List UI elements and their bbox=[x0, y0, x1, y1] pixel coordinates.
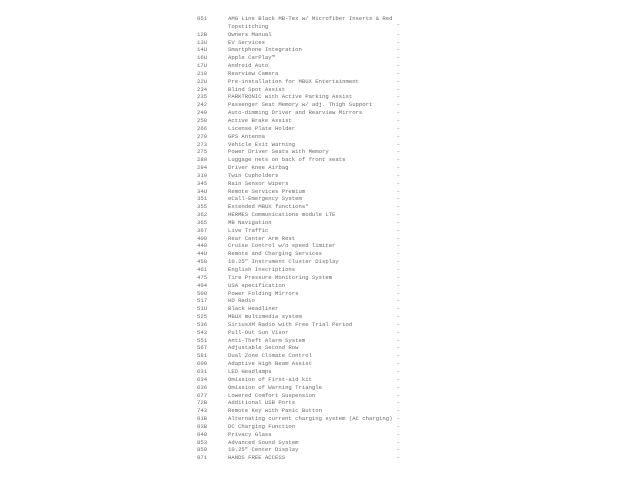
option-description: Additional USB Ports bbox=[228, 399, 296, 407]
option-row bbox=[197, 360, 407, 368]
option-code: 440 bbox=[197, 242, 208, 250]
option-code: 218 bbox=[197, 69, 208, 77]
option-description: Black Headliner bbox=[228, 305, 279, 313]
option-price: – bbox=[396, 179, 400, 187]
option-description: Remote and Charging Services bbox=[228, 250, 322, 258]
option-description: Auto-dimming Driver and Rearview Mirrors bbox=[228, 109, 363, 117]
option-row bbox=[197, 133, 407, 141]
option-code: 12B bbox=[197, 30, 208, 38]
option-row bbox=[197, 352, 407, 360]
option-code: 677 bbox=[197, 391, 208, 399]
option-code: 235 bbox=[197, 93, 208, 101]
option-description: EV Services bbox=[228, 38, 265, 46]
option-price: – bbox=[396, 438, 400, 446]
option-row bbox=[197, 446, 407, 454]
option-row bbox=[197, 46, 407, 54]
option-price: – bbox=[396, 101, 400, 109]
option-code: 494 bbox=[197, 281, 208, 289]
option-price: – bbox=[396, 46, 400, 54]
option-description: Apple CarPlay™ bbox=[228, 54, 275, 62]
option-code: 743 bbox=[197, 407, 208, 415]
option-description: Passenger Seat Memory w/ adj. Thigh Support bbox=[228, 101, 373, 109]
option-description: Blind Spot Assist bbox=[228, 85, 286, 93]
option-price: – bbox=[396, 54, 400, 62]
option-code: 365 bbox=[197, 218, 208, 226]
option-description: Rain Sensor Wipers bbox=[228, 179, 289, 187]
option-row bbox=[197, 101, 407, 109]
option-row bbox=[197, 258, 407, 266]
option-price: – bbox=[396, 69, 400, 77]
option-row bbox=[197, 62, 407, 70]
option-row bbox=[197, 329, 407, 337]
option-price: – bbox=[396, 273, 400, 281]
option-price: – bbox=[396, 407, 400, 415]
option-code: 500 bbox=[197, 289, 208, 297]
option-description: GPS Antenna bbox=[228, 132, 265, 140]
option-price: – bbox=[396, 140, 400, 148]
option-row bbox=[197, 266, 407, 274]
option-description: English Inscriptions bbox=[228, 266, 296, 273]
option-description: Driver Knee Airbag bbox=[228, 164, 289, 172]
option-code: 16U bbox=[197, 54, 208, 62]
option-row bbox=[197, 415, 407, 423]
option-code: 72B bbox=[197, 399, 208, 407]
option-description: HANDS FREE ACCESS bbox=[228, 454, 286, 462]
option-row bbox=[197, 117, 407, 125]
option-row bbox=[197, 407, 407, 415]
option-price: – bbox=[396, 422, 400, 430]
vehicle-options-list bbox=[197, 15, 407, 462]
option-code: 351 bbox=[197, 195, 208, 203]
option-row bbox=[197, 203, 407, 211]
option-row bbox=[197, 337, 407, 345]
option-code: 234 bbox=[197, 85, 208, 93]
option-code: 631 bbox=[197, 367, 208, 375]
option-price: – bbox=[396, 391, 400, 399]
option-code: 871 bbox=[197, 454, 208, 462]
option-price: – bbox=[396, 399, 400, 407]
option-price: – bbox=[396, 305, 400, 313]
option-price: – bbox=[396, 132, 400, 140]
option-row bbox=[197, 242, 407, 250]
option-row bbox=[197, 93, 407, 101]
option-row bbox=[197, 211, 407, 219]
option-price: – bbox=[396, 164, 400, 172]
option-code: 367 bbox=[197, 226, 208, 234]
option-code: 517 bbox=[197, 297, 208, 305]
option-code: 851 bbox=[197, 15, 208, 22]
option-code: 345 bbox=[197, 179, 208, 187]
option-row bbox=[197, 148, 407, 156]
option-code: 567 bbox=[197, 344, 208, 352]
option-code: 355 bbox=[197, 203, 208, 211]
option-code: 609 bbox=[197, 360, 208, 368]
option-row bbox=[197, 290, 407, 298]
option-row bbox=[197, 125, 407, 133]
option-code: 634 bbox=[197, 375, 208, 383]
option-code: 81B bbox=[197, 415, 208, 423]
option-description: Owners Manual bbox=[228, 30, 272, 38]
option-row bbox=[197, 219, 407, 227]
option-row bbox=[197, 384, 407, 392]
option-price: – bbox=[396, 234, 400, 242]
option-row bbox=[197, 109, 407, 117]
option-row bbox=[197, 368, 407, 376]
option-price: – bbox=[396, 266, 400, 273]
option-row bbox=[197, 54, 407, 62]
option-row bbox=[197, 227, 407, 235]
option-description: Adjustable Second Row bbox=[228, 344, 299, 352]
option-row bbox=[197, 70, 407, 78]
option-price: – bbox=[396, 203, 400, 211]
option-description: Alternating current charging system (AC charging) bbox=[228, 415, 393, 423]
option-price: – bbox=[396, 289, 400, 297]
option-price: – bbox=[396, 77, 400, 85]
option-row bbox=[197, 164, 407, 172]
option-code: 249 bbox=[197, 109, 208, 117]
option-description: Adaptive High Beam Assist bbox=[228, 360, 312, 368]
option-description: PARKTRONIC with Active Parking Assist bbox=[228, 93, 353, 101]
option-price: – bbox=[396, 109, 400, 117]
option-description: Tire Pressure Monitoring System bbox=[228, 273, 333, 281]
option-row bbox=[197, 423, 407, 431]
option-row bbox=[197, 376, 407, 384]
option-price: – bbox=[396, 352, 400, 360]
option-row bbox=[197, 274, 407, 282]
option-code: 853 bbox=[197, 438, 208, 446]
option-description: eCall-Emergency System bbox=[228, 195, 302, 203]
option-price: – bbox=[396, 30, 400, 38]
option-code: 840 bbox=[197, 430, 208, 438]
option-price: – bbox=[396, 367, 400, 375]
option-price: – bbox=[396, 344, 400, 352]
option-description: Power Driver Seats with Memory bbox=[228, 148, 329, 156]
option-code: 83B bbox=[197, 422, 208, 430]
option-description: Rear Center Arm Rest bbox=[228, 234, 296, 242]
option-description: Lowered Comfort Suspension bbox=[228, 391, 316, 399]
option-price: – bbox=[396, 21, 400, 28]
option-description: Active Brake Assist bbox=[228, 116, 292, 124]
option-price: – bbox=[396, 375, 400, 383]
option-description: Smartphone Integration bbox=[228, 46, 302, 54]
option-description: HD Radio bbox=[228, 297, 255, 305]
option-row bbox=[197, 141, 407, 149]
option-code: 270 bbox=[197, 132, 208, 140]
option-price: – bbox=[396, 250, 400, 258]
option-row bbox=[197, 305, 407, 313]
option-code: 461 bbox=[197, 266, 208, 273]
option-description: Privacy Glass bbox=[228, 430, 272, 438]
option-description: LED Headlamps bbox=[228, 367, 272, 375]
option-description: Omission of Warning Triangle bbox=[228, 383, 322, 391]
option-price: – bbox=[396, 195, 400, 203]
option-row bbox=[197, 86, 407, 94]
option-row bbox=[197, 250, 407, 258]
option-description: DC Charging Function bbox=[228, 422, 296, 430]
option-price: – bbox=[396, 313, 400, 321]
option-row bbox=[197, 31, 407, 39]
option-code: 475 bbox=[197, 273, 208, 281]
option-description: Advanced Sound System bbox=[228, 438, 299, 446]
option-price: – bbox=[396, 297, 400, 305]
option-description: Pull-Out Sun Visor bbox=[228, 328, 289, 336]
option-row bbox=[197, 431, 407, 439]
option-code: 242 bbox=[197, 101, 208, 109]
option-price: – bbox=[396, 218, 400, 226]
option-code: 34U bbox=[197, 187, 208, 195]
option-row bbox=[197, 15, 407, 31]
option-row bbox=[197, 188, 407, 196]
option-code: 525 bbox=[197, 313, 208, 321]
option-price: – bbox=[396, 281, 400, 289]
option-code: 636 bbox=[197, 383, 208, 391]
option-price: – bbox=[396, 454, 400, 462]
option-price: – bbox=[396, 148, 400, 156]
option-price: – bbox=[396, 328, 400, 336]
option-description: AMG Line Black MB-Tex w/ Microfiber Inserts & Red Topstitching bbox=[228, 15, 393, 30]
option-description: License Plate Holder bbox=[228, 124, 296, 132]
option-row bbox=[197, 321, 407, 329]
option-description: Rearview Camera bbox=[228, 69, 279, 77]
option-description: MB Navigation bbox=[228, 218, 272, 226]
option-code: 294 bbox=[197, 164, 208, 172]
option-row bbox=[197, 195, 407, 203]
option-code: 362 bbox=[197, 211, 208, 219]
option-description: Omission of First-aid kit bbox=[228, 375, 312, 383]
option-price: – bbox=[396, 446, 400, 454]
option-description: Anti-Theft Alarm System bbox=[228, 336, 306, 344]
option-description: Twin Cupholders bbox=[228, 171, 279, 179]
option-price: – bbox=[396, 62, 400, 70]
option-code: 288 bbox=[197, 156, 208, 164]
option-row bbox=[197, 78, 407, 86]
option-price: – bbox=[396, 226, 400, 234]
option-row bbox=[197, 454, 407, 462]
option-description: MBUX multimedia system bbox=[228, 313, 302, 321]
option-description: Luggage nets on back of front seats bbox=[228, 156, 346, 164]
option-code: 266 bbox=[197, 124, 208, 132]
option-row bbox=[197, 180, 407, 188]
option-price: – bbox=[396, 336, 400, 344]
option-description: Android Auto bbox=[228, 62, 269, 70]
option-price: – bbox=[396, 360, 400, 368]
option-price: – bbox=[396, 187, 400, 195]
option-code: 273 bbox=[197, 140, 208, 148]
option-description: Remote Services Premium bbox=[228, 187, 306, 195]
option-description: 10.25" Center Display bbox=[228, 446, 299, 454]
option-row bbox=[197, 39, 407, 47]
option-price: – bbox=[396, 156, 400, 164]
option-price: – bbox=[396, 93, 400, 101]
option-code: 14U bbox=[197, 46, 208, 54]
option-row bbox=[197, 399, 407, 407]
option-price: – bbox=[396, 430, 400, 438]
option-description: Power Folding Mirrors bbox=[228, 289, 299, 297]
option-description: USA specification bbox=[228, 281, 286, 289]
option-price: – bbox=[396, 38, 400, 46]
option-description: Pre-installation for MBUX Entertainment bbox=[228, 77, 359, 85]
option-row bbox=[197, 172, 407, 180]
option-price: – bbox=[396, 124, 400, 132]
option-code: 22U bbox=[197, 77, 208, 85]
option-price: – bbox=[396, 211, 400, 219]
option-description: Vehicle Exit Warning bbox=[228, 140, 296, 148]
option-row bbox=[197, 392, 407, 400]
option-price: – bbox=[396, 258, 400, 266]
option-price: – bbox=[396, 242, 400, 250]
option-row bbox=[197, 297, 407, 305]
option-price: – bbox=[396, 171, 400, 179]
option-price: – bbox=[396, 85, 400, 93]
option-row bbox=[197, 344, 407, 352]
option-price: – bbox=[396, 320, 400, 328]
option-code: 400 bbox=[197, 234, 208, 242]
option-code: 536 bbox=[197, 320, 208, 328]
option-price: – bbox=[396, 116, 400, 124]
option-code: 551 bbox=[197, 336, 208, 344]
option-description: Cruise Control w/o speed limiter bbox=[228, 242, 336, 250]
option-code: 258 bbox=[197, 116, 208, 124]
option-code: 458 bbox=[197, 258, 208, 266]
option-price: – bbox=[396, 383, 400, 391]
option-code: 44U bbox=[197, 250, 208, 258]
option-description: Remote Key with Panic Button bbox=[228, 407, 322, 415]
option-code: 51U bbox=[197, 305, 208, 313]
option-code: 581 bbox=[197, 352, 208, 360]
option-price: – bbox=[396, 415, 400, 423]
option-code: 275 bbox=[197, 148, 208, 156]
option-code: 859 bbox=[197, 446, 208, 454]
option-row bbox=[197, 235, 407, 243]
option-code: 17U bbox=[197, 62, 208, 70]
option-code: 13U bbox=[197, 38, 208, 46]
option-description: Dual Zone Climate Control bbox=[228, 352, 312, 360]
option-row bbox=[197, 156, 407, 164]
option-code: 310 bbox=[197, 171, 208, 179]
option-description: Extended MBUX functions* bbox=[228, 203, 309, 211]
option-code: 543 bbox=[197, 328, 208, 336]
option-description: HERMES Communications module LTE bbox=[228, 211, 336, 219]
option-description: SiriusXM Radio with Free Trial Period bbox=[228, 320, 353, 328]
option-row bbox=[197, 313, 407, 321]
option-row bbox=[197, 439, 407, 447]
option-row bbox=[197, 282, 407, 290]
option-description: 10.25" Instrument Cluster Display bbox=[228, 258, 339, 266]
option-description: Live Traffic bbox=[228, 226, 269, 234]
